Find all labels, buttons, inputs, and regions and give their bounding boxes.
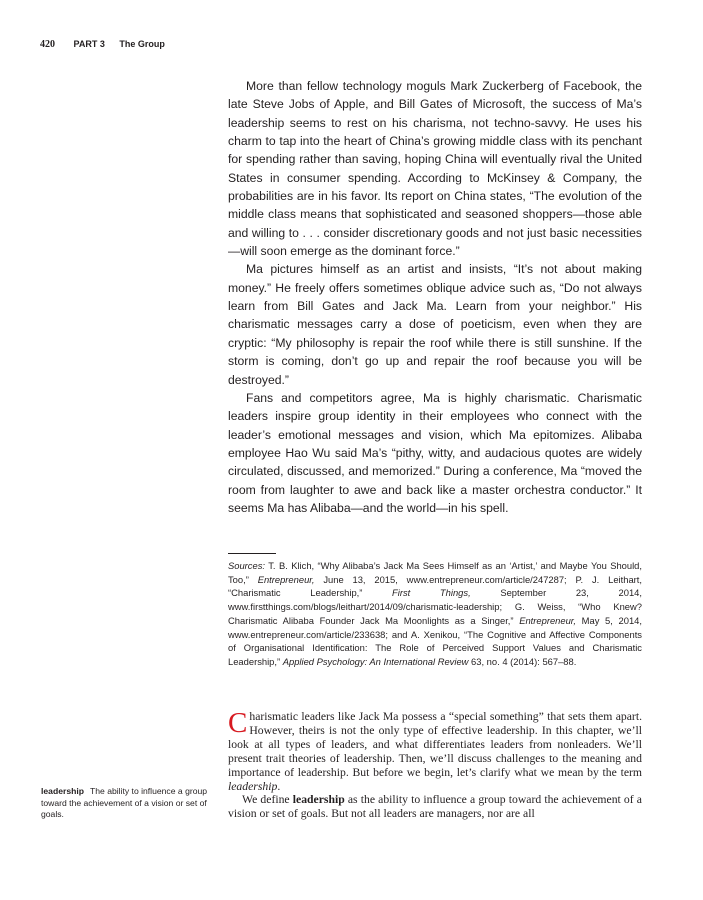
source-1: T. B. Klich, “Why Alibaba’s Jack Ma Sees Himself as an ‘Artist,’ and Maybe You Should, Too,” (228, 560, 642, 585)
source-4: May 5, 2014, www.entrepreneur.com/article/233638; and A. Xenikou, “The Cognitive and Affective Components of Organisational Identification: The Role of Perceived Support Values and Charismatic Leadership,” (228, 614, 642, 667)
source-3-publication: Entrepreneur, (519, 614, 577, 626)
case-paragraph: More than fellow technology moguls Mark Zuckerberg of Facebook, the late Steve Jobs of Apple, and Bill Gates of Microsoft, the success of Ma’s leadership seems to rest on his charisma, not techno-savvy. He uses his charm to tap into the heart of China’s growing middle class with its penchant for spending rather than saving, hoping China will eventually rival the United States in consumer spending. According to McKinsey & Company, the probabilities are in his favor. Its report on China states, “The evolution of the middle class means that sophisticated and seasoned shoppers—those able and willing to . . . consider discretionary goods and not just basic necessities—will soon emerge as the dominant force.” (228, 79, 642, 259)
sources-label: Sources: (228, 560, 265, 571)
part-label: PART 3 (73, 39, 105, 49)
glossary-definition: The ability to influence a group toward the achievement of a vision or set of goals. (41, 786, 208, 820)
source-5: 63, no. 4 (2014): 567–88. (468, 655, 577, 667)
part-title: The Group (119, 39, 165, 49)
case-continuation (228, 77, 642, 517)
running-header (40, 39, 165, 50)
margin-glossary (41, 786, 216, 821)
definition-start: We define (242, 793, 293, 807)
source-4-publication: Applied Psychology: An International Review (282, 655, 469, 667)
source-3: September 23, 2014, www.firstthings.com/blogs/leithart/2014/09/charismatic-leadership; G. Weiss, “Who Knew? Charismatic Alibaba Founder Jack Ma Moonlights as a Singer,” (228, 587, 642, 626)
glossary-term: leadership (41, 786, 84, 796)
definition-text: as the ability to influence a group toward the achievement of a vision or set of goals. But not all leaders are managers, nor are all (228, 793, 642, 821)
source-2: June 13, 2015, www.entrepreneur.com/article/247287; P. J. Leithart, “Charismatic Leadership,” (228, 573, 642, 599)
source-2-publication: First Things, (392, 587, 471, 599)
case-paragraph: Ma pictures himself as an artist and insists, “It’s not about making money.” He freely offers sometimes oblique advice such as, “Do not always learn from Bill Gates and Jack Ma. Learn from your neighbor.” His charismatic messages carry a dose of poeticism, even when they are cryptic: “My philosophy is repair the roof while there is still sunshine. If the storm is coming, don’t go up and repair the roof because you will be destroyed.” (228, 262, 642, 387)
source-1-publication: Entrepreneur, (257, 573, 315, 585)
page-number: 420 (40, 39, 55, 50)
opening-text: harismatic leaders like Jack Ma possess a “special something” that sets them apart. However, theirs is not the only type of effective leadership. In this chapter, we’ll look at all types of leaders, and what differentiates leaders from nonleaders. We’ll present trait theories of leadership. Then, we’ll discuss challenges to the meaning and importance of leadership. But before we begin, let’s clarify what we mean by the term (228, 710, 642, 779)
opening-term: leadership (228, 779, 278, 793)
chapter-body (228, 707, 642, 821)
definition-term: leadership (292, 793, 345, 807)
opening-end: . (277, 779, 281, 793)
case-paragraph: Fans and competitors agree, Ma is highly charismatic. Charismatic leaders inspire group identity in their employees who connect with the leader’s emotional messages and vision, which Ma epitomizes. Alibaba employee Hao Wu said Ma’s “pithy, witty, and audacious quotes are widely circulated, discussed, and memorized.” During a conference, Ma “moved the room from laughter to awe and back like a master orchestra conductor.” It seems Ma has Alibaba—and the world—in his spell. (228, 390, 642, 515)
sources-divider (228, 553, 276, 554)
opening-paragraph (228, 707, 642, 793)
definition-paragraph (228, 793, 642, 821)
sources-text (228, 559, 642, 669)
drop-cap: C (228, 707, 248, 739)
sources-note (228, 559, 642, 669)
